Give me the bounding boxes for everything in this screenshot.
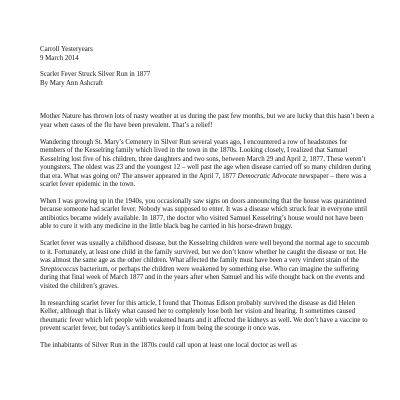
newspaper-name: Democratic Advocate	[237, 172, 298, 180]
article-title: Scarlet Fever Struck Silver Run in 1877	[40, 71, 151, 79]
paragraph-1: Mother Nature has thrown lots of nasty weather at us during the past few months, but we are lucky that this hasn’t been a year when cases of the flu have been prevalent. That’s a relief!	[40, 113, 374, 129]
column-name: Carroll Yesteryears	[40, 46, 93, 53]
publication-date: 9 March 2014	[40, 54, 79, 62]
paragraph-2: Wandering through St. Mary’s Cemetery in Silver Run several years ago, I encountered a row of headstones for members of the Kesselring family which lived in the town in the 1870s. Looking closely, I realized that Samuel Kesselring lost five of his children, three daughters and two sons, between March 29 and April 2, 1877. These weren’t youngsters. The oldest was 23 and the youngest 12 – well past the age when disease carried off so many children during that era. What was going on? The answer appeared in the April 7, 1877 Democratic Advocate newspaper – there was a scarlet fever epidemic in the town.	[40, 138, 371, 189]
paragraph-6: The inhabitants of Silver Run in the 1870s could call upon at least one local doctor as well as	[40, 341, 297, 349]
title-spacer	[40, 97, 374, 106]
article-body	[40, 46, 374, 359]
bacterium-name: Streptococcus	[40, 265, 79, 273]
paragraph-5: In researching scarlet fever for this article, I found that Thomas Edison probably survived the disease as did Helen Keller, although that is likely what caused her to completely lose both her vision and hearing. It sometimes caused rheumatic fever which left people with weakened hearts and it affected the kidneys as well. We don’t have a vaccine to prevent scarlet fever, but today’s antibiotics keep it from being the scourge it once was.	[40, 299, 368, 333]
column-header	[40, 46, 374, 63]
article-byline: By Mary Ann Ashcraft	[40, 79, 103, 87]
paragraph-3: When I was growing up in the 1940s, you occasionally saw signs on doors announcing that the house was quarantined because someone had scarlet fever. Nobody was supposed to enter. It was a disease which struck fear in everyone until antibiotics became widely available. In 1877, the doctor who visited Samuel Kesselring’s house would not have been able to cure it with any medicine in the little black bag he carried in his horse-drawn buggy.	[40, 197, 368, 231]
paragraph-4: Scarlet fever was usually a childhood disease, but the Kesselring children were well beyond the normal age to succumb to it. Fortunately, at least one child in the family survived, but we don’t know whether he caught the disease or not. He was almost the same age as the other children. What affected the family must have been a very virulent strain of the Streptococcus bacterium, or perhaps the children were weakened by something else. Who can imagine the suffering during that final week of March 1877 and in the years after when Samuel and his wife thought back on the events and visited the children’s graves.	[40, 240, 370, 290]
title-block	[40, 71, 374, 88]
